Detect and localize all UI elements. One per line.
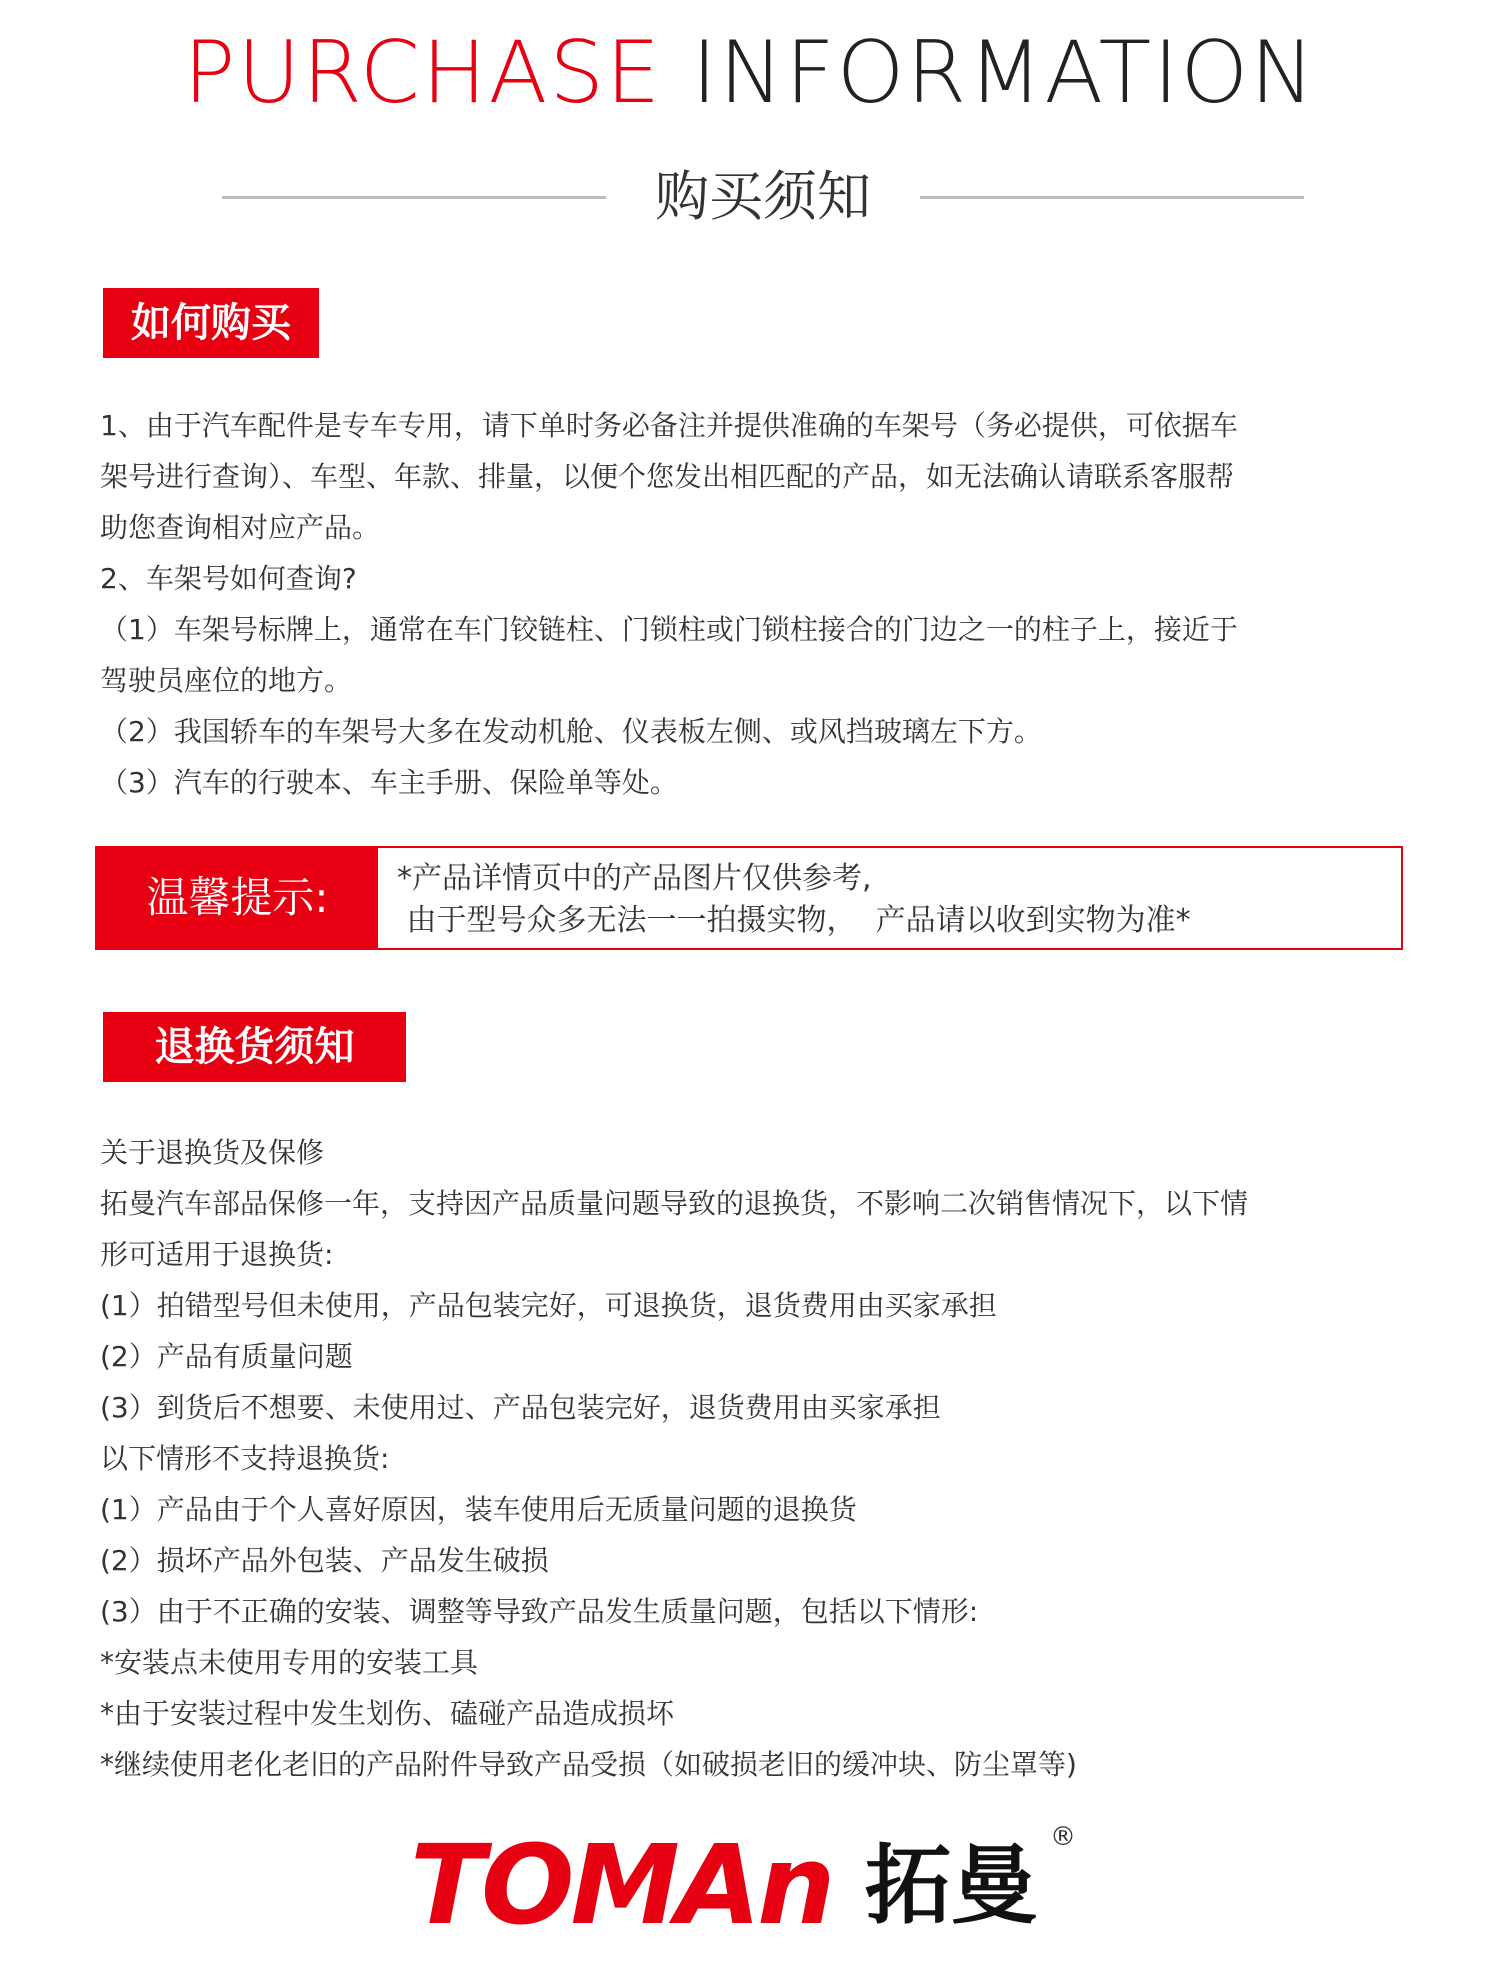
- warm-tip-label: 温馨提示:: [97, 848, 378, 948]
- logo-chinese: 拓曼: [865, 1836, 1037, 1936]
- how-to-buy-text: [100, 400, 1410, 808]
- warm-tip-line: *产品详情页中的产品图片仅供参考,: [397, 861, 872, 896]
- how-to-buy-line: 1、由于汽车配件是专车专用，请下单时务必备注并提供准确的车架号（务必提供，可依据车: [100, 409, 1238, 442]
- page-title: [0, 23, 1500, 123]
- title-dark-word: INFORMATION: [691, 23, 1317, 123]
- returns-line: *安装点未使用专用的安装工具: [100, 1646, 479, 1679]
- returns-line: (3）到货后不想要、未使用过、产品包装完好，退货费用由买家承担: [100, 1391, 941, 1424]
- returns-line: 形可适用于退换货:: [100, 1238, 334, 1271]
- warm-tip-box: [95, 846, 1403, 950]
- returns-text: [100, 1127, 1410, 1790]
- how-to-buy-line: 2、车架号如何查询?: [100, 562, 357, 595]
- how-to-buy-line: （1）车架号标牌上，通常在车门铰链柱、门锁柱或门锁柱接合的门边之一的柱子上，接近于: [100, 613, 1238, 646]
- returns-line: (1）产品由于个人喜好原因，装车使用后无质量问题的退换货: [100, 1493, 857, 1526]
- returns-line: (1）拍错型号但未使用，产品包装完好，可退换货，退货费用由买家承担: [100, 1289, 997, 1322]
- title-red-word: PURCHASE: [183, 23, 663, 123]
- subtitle-row: [0, 162, 1500, 232]
- returns-line: (2）产品有质量问题: [100, 1340, 353, 1373]
- returns-line: (3）由于不正确的安装、调整等导致产品发生质量问题，包括以下情形:: [100, 1595, 979, 1628]
- toman-logo: [410, 1821, 1090, 1949]
- returns-line: *继续使用老化老旧的产品附件导致产品受损（如破损老旧的缓冲块、防尘罩等): [100, 1748, 1077, 1781]
- how-to-buy-line: 助您查询相对应产品。: [100, 511, 381, 544]
- left-divider: [222, 196, 606, 199]
- returns-line: 关于退换货及保修: [100, 1136, 325, 1169]
- logo-english: TOMAn: [410, 1821, 832, 1949]
- how-to-buy-line: （3）汽车的行驶本、车主手册、保险单等处。: [100, 766, 678, 799]
- returns-line: *由于安装过程中发生划伤、磕碰产品造成损坏: [100, 1697, 675, 1730]
- registered-mark: ®: [1050, 1822, 1076, 1852]
- returns-label: 退换货须知: [103, 1012, 406, 1082]
- returns-line: 以下情形不支持退换货:: [100, 1442, 390, 1475]
- returns-line: (2）损坏产品外包装、产品发生破损: [100, 1544, 549, 1577]
- warm-tip-text: [397, 858, 1191, 942]
- how-to-buy-line: 架号进行查询）、车型、年款、排量，以便个您发出相匹配的产品，如无法确认请联系客服帮: [100, 460, 1235, 493]
- right-divider: [920, 196, 1304, 199]
- page-subtitle: 购买须知: [655, 165, 871, 228]
- returns-line: 拓曼汽车部品保修一年，支持因产品质量问题导致的退换货，不影响二次销售情况下，以下情: [100, 1187, 1249, 1220]
- how-to-buy-line: 驾驶员座位的地方。: [100, 664, 353, 697]
- warm-tip-line: 由于型号众多无法一一拍摄实物， 产品请以收到实物为准*: [397, 903, 1191, 938]
- how-to-buy-line: （2）我国轿车的车架号大多在发动机舱、仪表板左侧、或风挡玻璃左下方。: [100, 715, 1042, 748]
- how-to-buy-label: 如何购买: [103, 288, 319, 358]
